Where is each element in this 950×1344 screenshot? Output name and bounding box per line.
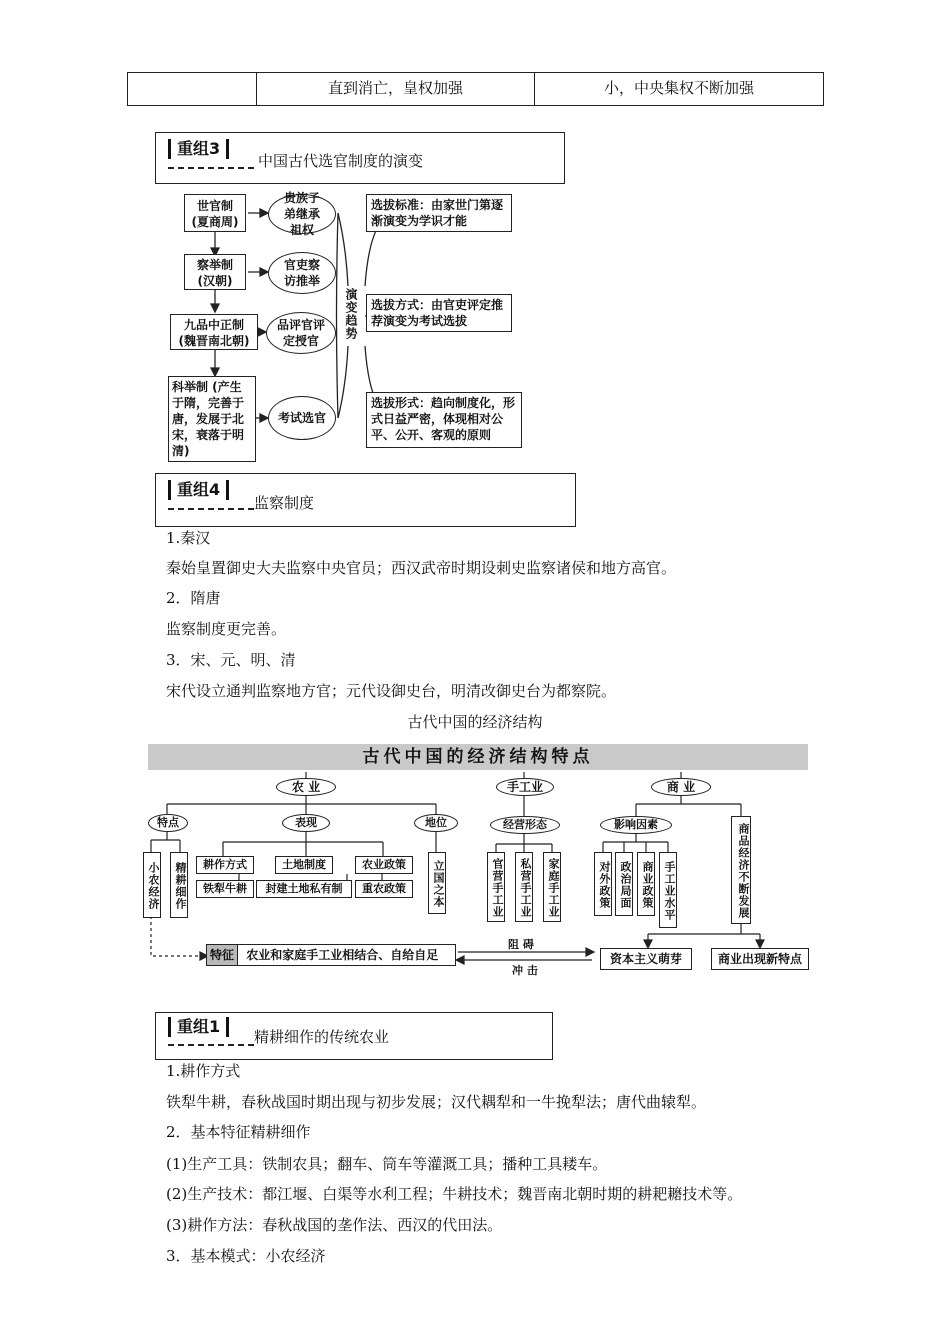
system-box-3: 九品中正制 (魏晋南北朝): [170, 314, 258, 350]
trait-text: 农业和家庭手工业相结合、自给自足: [246, 948, 439, 962]
group3-header: [155, 132, 565, 184]
group4-title: 监察制度: [254, 494, 315, 512]
trend-box-1: 选拔标准：由家世门第逐渐演变为学识才能: [366, 194, 512, 232]
trait-tag: 特征: [207, 945, 238, 965]
comm-ellipse: 商 业: [651, 778, 711, 796]
econ-caption: 古代中国的经济结构: [407, 713, 543, 731]
method-ellipse-1: 贵族子弟继承祖权: [268, 194, 336, 234]
table-cell-3: 小，中央集权不断加强: [603, 79, 754, 97]
block-label: 阻 碍: [508, 938, 534, 951]
group4-line-5: 3．宋、元、明、清: [166, 651, 296, 669]
impact-label: 冲 击: [512, 964, 538, 977]
method-ellipse-2: 官吏察访推举: [268, 252, 336, 294]
top-table: [127, 72, 824, 106]
group1-line-5: (2)生产技术：都江堰、白渠等水利工程；牛耕技术；魏晋南北朝时期的耕耙耱技术等。: [166, 1185, 743, 1203]
selection-diagram: [160, 186, 530, 466]
econ-banner: 古代中国的经济结构特点: [148, 744, 808, 770]
group1-line-7: 3．基本模式：小农经济: [166, 1247, 326, 1265]
table-cell-2: 直到消亡，皇权加强: [327, 79, 463, 97]
agri-ellipse: 农 业: [276, 778, 336, 796]
group1-line-3: 2．基本特征精耕细作: [166, 1123, 311, 1141]
system-box-4: 科举制 (产生于隋，完善于唐，发展于北宋，衰落于明清): [168, 376, 256, 462]
group3-dash: [168, 167, 254, 169]
group1-line-1: 1.耕作方式: [166, 1062, 241, 1080]
group4-header: [155, 473, 576, 527]
group1-header: [155, 1012, 553, 1060]
handi-item-1: 官营手工业: [487, 852, 505, 922]
group1-title: 精耕细作的传统农业: [254, 1028, 390, 1046]
group1-line-6: (3)耕作方法：春秋战国的垄作法、西汉的代田法。: [166, 1216, 503, 1234]
agri-sub-show: 表现: [282, 814, 330, 832]
agri-sub-feature: 特点: [148, 814, 188, 832]
group1-dash: [168, 1044, 254, 1046]
new-trait-box: 商业出现新特点: [711, 948, 809, 970]
status-box: 立国之本: [428, 852, 446, 914]
trait-box: [206, 944, 456, 966]
show-bottom-3: 重农政策: [355, 880, 413, 898]
handi-item-3: 家庭手工业: [543, 852, 561, 922]
comm-item-1: 对外政策: [594, 852, 612, 916]
feature-intensive: 精耕细作: [170, 852, 188, 918]
economy-diagram: [147, 744, 810, 977]
handi-item-2: 私营手工业: [515, 852, 533, 922]
show-top-3: 农业政策: [355, 856, 413, 874]
method-ellipse-3: 品评官评定授官: [266, 312, 336, 354]
group4-line-3: 2．隋唐: [166, 589, 221, 607]
group4-line-6: 宋代设立通判监察地方官；元代设御史台，明清改御史台为都察院。: [166, 682, 617, 700]
group4-line-1: 1.秦汉: [166, 529, 211, 547]
group1-tag: 重组1: [168, 1017, 229, 1037]
group1-line-4: (1)生产工具：铁制农具；翻车、筒车等灌溉工具；播种工具耧车。: [166, 1155, 608, 1173]
agri-sub-status: 地位: [414, 814, 458, 832]
comm-item-2: 政治局面: [615, 852, 633, 916]
trend-box-3: 选拔形式：趋向制度化，形式日益严密，体现相对公平、公开、客观的原则: [366, 392, 522, 448]
show-top-1: 耕作方式: [196, 856, 254, 874]
system-box-2: 察举制 (汉朝): [184, 254, 246, 290]
show-top-2: 土地制度: [275, 856, 333, 874]
feature-small-farm: 小农经济: [143, 852, 161, 918]
system-box-1: 世官制 (夏商周): [184, 194, 246, 232]
trend-box-2: 选拔方式：由官吏评定推荐演变为考试选拔: [366, 294, 512, 332]
group4-line-2: 秦始皇置御史大夫监察中央官员；西汉武帝时期设刺史监察诸侯和地方高官。: [166, 559, 677, 577]
group4-tag: 重组4: [168, 480, 229, 500]
comm-item-3: 商业政策: [637, 852, 655, 916]
show-bottom-2: 封建土地私有制: [256, 880, 352, 898]
trend-label: 演变趋势: [344, 288, 358, 340]
handi-sub: 经营形态: [490, 816, 560, 834]
group1-line-2: 铁犁牛耕，春秋战国时期出现与初步发展；汉代耦犁和一牛挽犁法；唐代曲辕犁。: [166, 1093, 707, 1111]
capitalism-box: 资本主义萌芽: [600, 948, 692, 970]
group4-line-4: 监察制度更完善。: [166, 620, 287, 638]
group3-title: 中国古代选官制度的演变: [258, 152, 424, 170]
comm-item-4: 手工业水平: [659, 852, 677, 928]
method-ellipse-4: 考试选官: [268, 396, 336, 440]
comm-dev-box: 商品经济不断发展: [731, 816, 751, 924]
group4-dash: [168, 508, 254, 510]
handi-ellipse: 手工业: [496, 778, 554, 796]
show-bottom-1: 铁犁牛耕: [196, 880, 254, 898]
group3-tag: 重组3: [168, 139, 229, 159]
comm-sub: 影响因素: [600, 816, 672, 834]
